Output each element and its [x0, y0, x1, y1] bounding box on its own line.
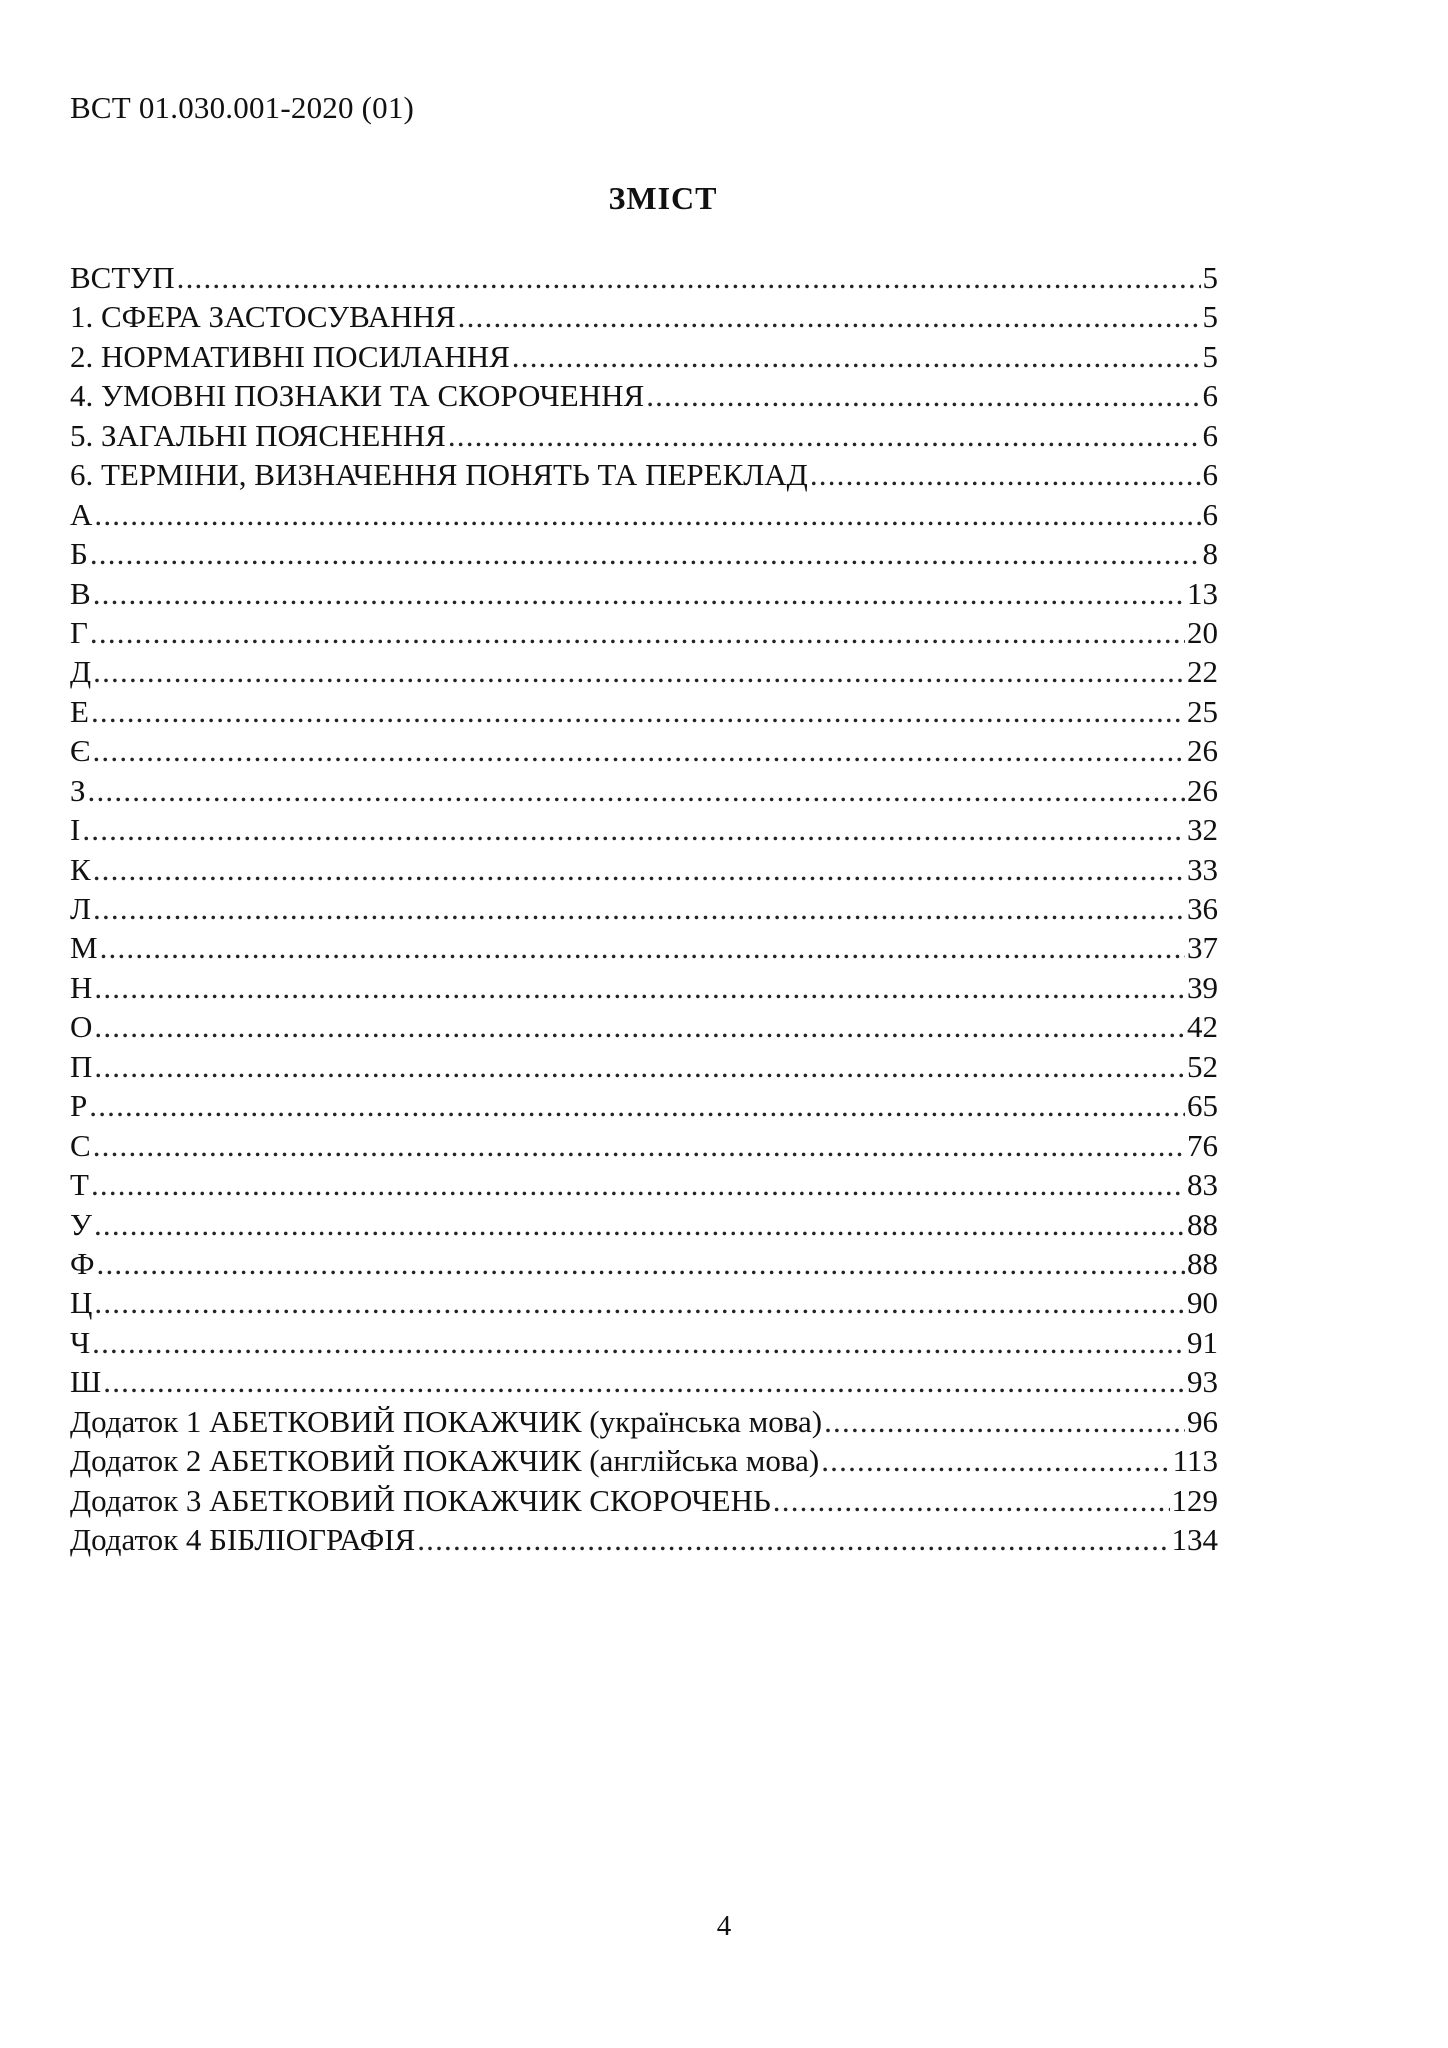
toc-entry-label: У [70, 1206, 92, 1242]
toc-entry[interactable] [70, 1362, 1218, 1401]
toc-entry[interactable] [70, 297, 1218, 336]
toc-entry-label: Н [70, 969, 93, 1005]
toc-entry-page: 25 [1187, 693, 1218, 729]
toc-dot-leader [92, 1323, 1185, 1362]
toc-entry-page: 6 [1202, 457, 1218, 493]
document-code: ВСТ 01.030.001-2020 (01) [70, 90, 415, 125]
toc-dot-leader [448, 416, 1201, 455]
toc-dot-leader [92, 731, 1185, 770]
toc-dot-leader [100, 928, 1185, 967]
toc-dot-leader [810, 455, 1201, 494]
toc-dot-leader [94, 1047, 1185, 1086]
toc-entry[interactable] [70, 850, 1218, 889]
toc-entry-page: 76 [1187, 1127, 1218, 1163]
toc-entry[interactable] [70, 968, 1218, 1007]
toc-dot-leader [773, 1481, 1170, 1520]
toc-entry-page: 26 [1187, 733, 1218, 769]
toc-entry-page: 5 [1202, 260, 1218, 295]
toc-entry[interactable] [70, 692, 1218, 731]
toc-entry-label: Д [70, 654, 92, 690]
toc-entry[interactable] [70, 1520, 1218, 1559]
toc-dot-leader [94, 1007, 1185, 1046]
toc-entry[interactable] [70, 1165, 1218, 1204]
toc-dot-leader [89, 1086, 1185, 1125]
toc-dot-leader [91, 692, 1185, 731]
toc-entry[interactable] [70, 1007, 1218, 1046]
toc-entry-label: П [70, 1048, 93, 1084]
toc-dot-leader [91, 1165, 1185, 1204]
toc-entry[interactable] [70, 455, 1218, 494]
toc-entry-page: 36 [1187, 891, 1218, 926]
toc-dot-leader [90, 534, 1201, 573]
toc-entry[interactable] [70, 1047, 1218, 1086]
table-of-contents [70, 258, 1218, 1559]
toc-entry-page: 93 [1187, 1364, 1218, 1400]
toc-entry[interactable] [70, 810, 1218, 849]
toc-entry[interactable] [70, 1441, 1218, 1480]
toc-entry-page: 129 [1171, 1482, 1218, 1518]
toc-dot-leader [824, 1402, 1185, 1441]
toc-entry-label: 6. ТЕРМІНИ, ВИЗНАЧЕННЯ ПОНЯТЬ ТА ПЕРЕКЛАД [70, 457, 808, 493]
toc-entry-label: Є [70, 733, 91, 769]
toc-entry[interactable] [70, 534, 1218, 573]
toc-dot-leader [94, 968, 1185, 1007]
toc-entry-page: 33 [1187, 851, 1218, 887]
toc-entry-page: 5 [1202, 299, 1218, 335]
toc-entry-page: 13 [1187, 575, 1218, 611]
toc-entry-page: 22 [1187, 654, 1218, 690]
toc-entry-label: Додаток 4 БІБЛІОГРАФІЯ [70, 1522, 416, 1557]
toc-entry-label: Додаток 3 АБЕТКОВИЙ ПОКАЖЧИК СКОРОЧЕНЬ [70, 1482, 771, 1518]
toc-dot-leader [88, 771, 1185, 810]
toc-entry-label: Т [70, 1167, 89, 1203]
toc-entry-page: 37 [1187, 930, 1218, 966]
toc-dot-leader [646, 376, 1200, 415]
toc-entry-label: Ц [70, 1285, 93, 1321]
toc-entry-page: 90 [1187, 1285, 1218, 1321]
toc-entry-page: 113 [1172, 1443, 1218, 1479]
toc-entry-label: М [70, 930, 98, 966]
toc-entry-label: Р [70, 1088, 88, 1124]
toc-entry[interactable] [70, 1244, 1218, 1283]
toc-entry[interactable] [70, 652, 1218, 691]
toc-entry-page: 26 [1187, 772, 1218, 808]
toc-dot-leader [458, 297, 1201, 336]
toc-entry-page: 42 [1187, 1009, 1218, 1045]
toc-entry-page: 6 [1202, 378, 1218, 414]
toc-entry[interactable] [70, 337, 1218, 376]
toc-entry[interactable] [70, 574, 1218, 613]
toc-entry-label: Г [70, 614, 88, 650]
toc-entry-label: Б [70, 536, 88, 572]
toc-entry-page: 83 [1187, 1167, 1218, 1203]
toc-entry-label: 5. ЗАГАЛЬНІ ПОЯСНЕННЯ [70, 417, 446, 453]
toc-entry[interactable] [70, 1323, 1218, 1362]
toc-dot-leader [94, 1283, 1185, 1322]
toc-entry[interactable] [70, 416, 1218, 455]
toc-entry-page: 8 [1202, 536, 1218, 572]
toc-entry[interactable] [70, 1086, 1218, 1125]
toc-dot-leader [93, 850, 1185, 889]
toc-entry[interactable] [70, 889, 1218, 928]
toc-entry-page: 88 [1187, 1206, 1218, 1242]
toc-entry-label: 2. НОРМАТИВНІ ПОСИЛАННЯ [70, 338, 510, 374]
toc-entry-page: 6 [1202, 496, 1218, 532]
toc-entry-label: Л [70, 891, 92, 926]
toc-dot-leader [821, 1441, 1170, 1480]
toc-entry[interactable] [70, 613, 1218, 652]
toc-entry-page: 6 [1202, 417, 1218, 453]
toc-title: ЗМІСТ [608, 180, 718, 216]
toc-entry-label: Ш [70, 1364, 102, 1400]
toc-dot-leader [97, 1244, 1186, 1283]
toc-dot-leader [93, 574, 1185, 613]
toc-dot-leader [177, 258, 1201, 297]
toc-entry-page: 39 [1187, 969, 1218, 1005]
toc-dot-leader [93, 889, 1185, 928]
toc-entry[interactable] [70, 771, 1218, 810]
toc-entry[interactable] [70, 376, 1218, 415]
toc-dot-leader [82, 810, 1185, 849]
toc-dot-leader [417, 1520, 1169, 1559]
toc-entry-label: А [70, 496, 93, 532]
toc-entry[interactable] [70, 258, 1218, 297]
toc-entry-label: Додаток 2 АБЕТКОВИЙ ПОКАЖЧИК (англійська мова) [70, 1443, 820, 1479]
toc-entry-label: І [70, 812, 81, 848]
toc-dot-leader [93, 652, 1185, 691]
toc-entry-label: Ч [70, 1324, 91, 1360]
toc-entry-label: Е [70, 693, 89, 729]
toc-entry-label: З [70, 772, 86, 808]
toc-dot-leader [90, 613, 1185, 652]
toc-entry-label: К [70, 851, 91, 887]
toc-entry[interactable] [70, 495, 1218, 534]
toc-entry-page: 88 [1187, 1245, 1218, 1281]
toc-entry-label: 4. УМОВНІ ПОЗНАКИ ТА СКОРОЧЕННЯ [70, 378, 645, 414]
toc-dot-leader [93, 1126, 1185, 1165]
toc-entry[interactable] [70, 1283, 1218, 1322]
toc-entry[interactable] [70, 731, 1218, 770]
toc-entry-page: 91 [1187, 1324, 1218, 1360]
toc-entry-label: Додаток 1 АБЕТКОВИЙ ПОКАЖЧИК (українська мова) [70, 1403, 823, 1439]
toc-entry-page: 52 [1187, 1048, 1218, 1084]
toc-entry[interactable] [70, 1402, 1218, 1441]
toc-entry-label: О [70, 1009, 93, 1045]
toc-entry-page: 134 [1171, 1522, 1218, 1557]
toc-dot-leader [103, 1362, 1185, 1401]
toc-entry-page: 5 [1202, 338, 1218, 374]
toc-entry-label: Ф [70, 1245, 95, 1281]
toc-dot-leader [94, 1205, 1185, 1244]
toc-entry-page: 20 [1187, 614, 1218, 650]
toc-dot-leader [512, 337, 1201, 376]
toc-entry[interactable] [70, 1481, 1218, 1520]
page-number: 4 [716, 1910, 732, 1942]
toc-entry[interactable] [70, 1126, 1218, 1165]
toc-entry-label: ВСТУП [70, 260, 175, 295]
toc-entry-page: 65 [1187, 1088, 1218, 1124]
toc-entry-page: 32 [1187, 812, 1218, 848]
toc-entry[interactable] [70, 928, 1218, 967]
toc-entry-label: 1. СФЕРА ЗАСТОСУВАННЯ [70, 299, 456, 335]
toc-entry-label: В [70, 575, 91, 611]
toc-entry-label: С [70, 1127, 91, 1163]
toc-entry[interactable] [70, 1205, 1218, 1244]
toc-dot-leader [94, 495, 1200, 534]
toc-entry-page: 96 [1187, 1403, 1218, 1439]
